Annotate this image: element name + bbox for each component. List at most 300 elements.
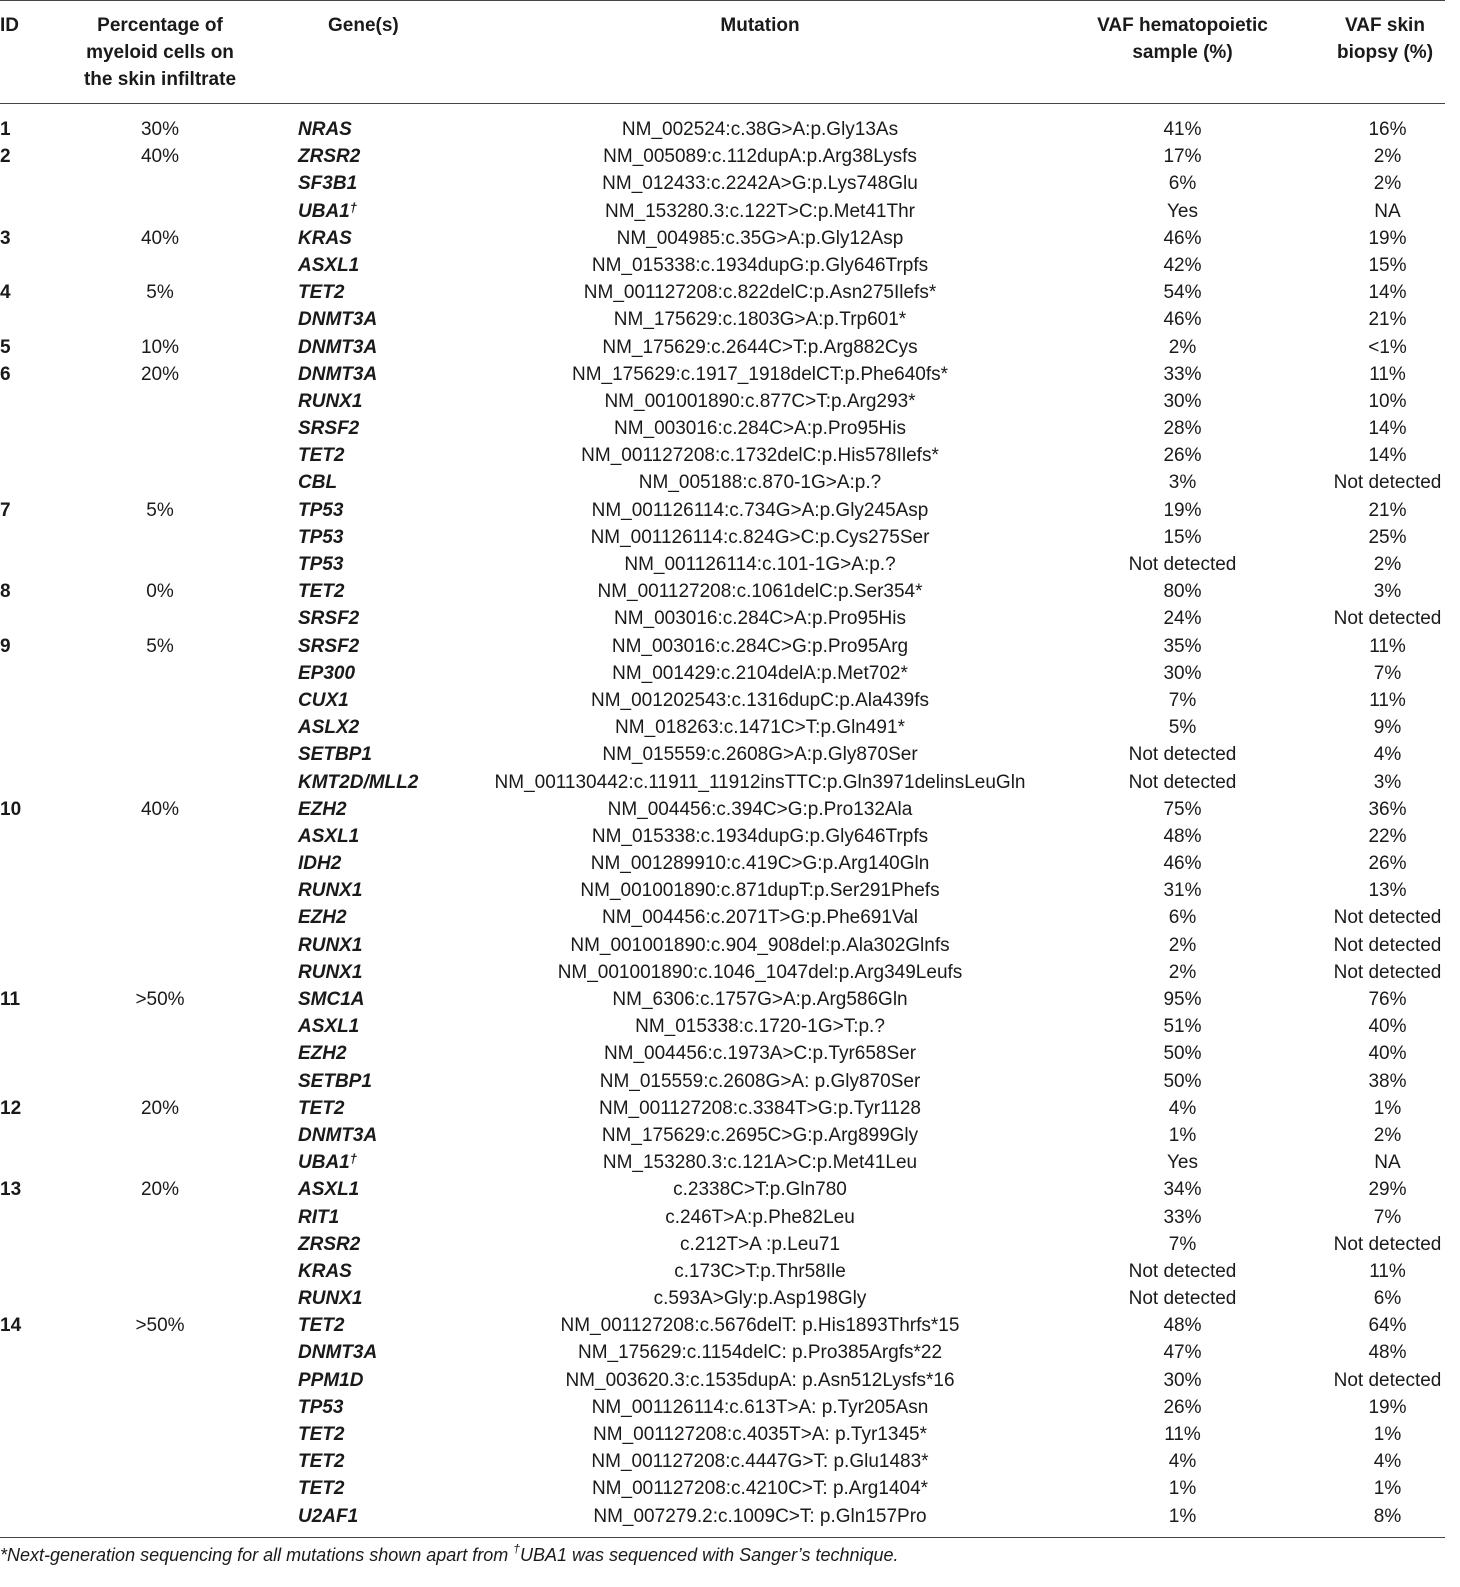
cell-mutation: NM_6306:c.1757G>A:p.Arg586Gln: [612, 989, 908, 1010]
gene-name: KRAS: [298, 227, 352, 249]
cell-vaf-skin: Not detected: [1333, 961, 1442, 983]
table-row: [0, 279, 1445, 306]
cell-vaf-skin: 11%: [1369, 635, 1406, 657]
gene-name: RUNX1: [298, 880, 363, 902]
cell-vaf-hematopoietic: 3%: [1168, 472, 1197, 494]
cell-gene: [298, 116, 352, 143]
table-row: [0, 1068, 1445, 1095]
table-row: [0, 551, 1445, 578]
cell-vaf-hematopoietic: 33%: [1163, 363, 1202, 385]
cell-mutation: NM_012433:c.2242A>G:p.Lys748Glu: [602, 173, 918, 195]
table-row: [0, 116, 1445, 143]
gene-name: KRAS: [298, 1260, 352, 1282]
cell-mutation: NM_001127208:c.5676delT: p.His1893Thrfs*15: [560, 1315, 960, 1337]
table-header: [0, 12, 1445, 102]
cell-mutation: c.246T>A:p.Phe82Leu: [665, 1206, 855, 1228]
cell-vaf-hematopoietic: Yes: [1167, 1152, 1198, 1174]
cell-id: 11: [0, 989, 21, 1010]
cell-vaf-hematopoietic: 50%: [1163, 1070, 1202, 1092]
table-row: [0, 1122, 1445, 1149]
header-id: ID: [0, 15, 19, 36]
cell-id: 9: [0, 635, 11, 657]
cell-vaf-hematopoietic: Yes: [1167, 200, 1198, 222]
cell-mutation: c.2338C>T:p.Gln780: [673, 1179, 847, 1201]
cell-gene: [298, 959, 362, 986]
cell-mutation: NM_001127208:c.4447G>T: p.Glu1483*: [591, 1451, 929, 1473]
cell-vaf-skin: 76%: [1368, 989, 1407, 1010]
header-mutation: Mutation: [720, 15, 800, 36]
table-row: [0, 1339, 1445, 1366]
cell-gene: [298, 469, 337, 496]
cell-gene: [298, 1258, 352, 1285]
cell-vaf-hematopoietic: Not detected: [1128, 554, 1237, 575]
cell-vaf-hematopoietic: 31%: [1163, 880, 1202, 902]
cell-mutation: c.593A>Gly:p.Asp198Gly: [653, 1288, 867, 1310]
cell-vaf-hematopoietic: Not detected: [1128, 1260, 1237, 1282]
cell-vaf-hematopoietic: 19%: [1163, 499, 1202, 521]
cell-vaf-skin: 2%: [1373, 146, 1402, 168]
cell-id: 13: [0, 1179, 22, 1201]
cell-vaf-hematopoietic: 30%: [1163, 390, 1202, 412]
cell-mutation: NM_001127208:c.4210C>T: p.Arg1404*: [591, 1478, 929, 1500]
cell-gene: [298, 1475, 344, 1502]
table-row: [0, 1312, 1445, 1339]
cell-gene: [298, 687, 349, 714]
gene-name: ZRSR2: [298, 146, 361, 168]
cell-mutation: NM_015338:c.1720-1G>T:p.?: [635, 1016, 885, 1038]
table-row: [0, 415, 1445, 442]
table-row: [0, 1503, 1445, 1530]
table-row: [0, 578, 1445, 605]
cell-mutation: NM_001001890:c.877C>T:p.Arg293*: [604, 390, 916, 412]
header-percentage-line3: the skin infiltrate: [83, 69, 237, 90]
cell-vaf-skin: 1%: [1373, 1424, 1402, 1445]
cell-mutation: NM_001126114:c.734G>A:p.Gly245Asp: [591, 499, 929, 521]
cell-vaf-hematopoietic: 28%: [1163, 418, 1202, 440]
cell-gene: [298, 334, 377, 361]
cell-vaf-skin: 19%: [1368, 227, 1407, 249]
cell-vaf-skin: 4%: [1373, 1451, 1402, 1473]
cell-vaf-hematopoietic: 48%: [1163, 1315, 1202, 1337]
cell-mutation: NM_004456:c.394C>G:p.Pro132Ala: [607, 798, 913, 820]
cell-vaf-hematopoietic: 46%: [1163, 227, 1202, 249]
cell-vaf-hematopoietic: 26%: [1163, 445, 1202, 467]
gene-name: TP53: [298, 526, 344, 548]
cell-mutation: NM_004456:c.2071T>G:p.Phe691Val: [601, 907, 918, 929]
cell-vaf-skin: 38%: [1368, 1070, 1407, 1092]
table-row: [0, 469, 1445, 496]
cell-vaf-skin: 25%: [1368, 526, 1407, 548]
cell-mutation: NM_015559:c.2608G>A: p.Gly870Ser: [599, 1070, 921, 1092]
gene-name: EZH2: [298, 1043, 347, 1065]
cell-id: 7: [0, 499, 11, 521]
cell-gene: [298, 415, 359, 442]
cell-gene: [298, 796, 347, 823]
cell-gene: [298, 497, 343, 524]
cell-gene: [298, 877, 362, 904]
gene-name: TP53: [298, 554, 344, 575]
cell-vaf-skin: 19%: [1368, 1396, 1407, 1418]
header-percentage-line2: myeloid cells on: [86, 42, 234, 63]
cell-id: 14: [0, 1315, 22, 1337]
cell-gene: [298, 932, 362, 959]
table-row: [0, 1367, 1445, 1394]
cell-vaf-hematopoietic: 30%: [1163, 1369, 1202, 1391]
table-row: [0, 823, 1445, 850]
gene-name: CUX1: [298, 689, 349, 711]
cell-percentage: 20%: [140, 363, 180, 385]
cell-mutation: NM_001130442:c.11911_11912insTTC:p.Gln3971delinsLeuGln: [494, 771, 1026, 793]
cell-vaf-hematopoietic: 35%: [1163, 635, 1202, 657]
cell-gene: [298, 904, 347, 931]
table-row: [0, 1176, 1445, 1203]
cell-mutation: c.212T>A :p.Leu71: [679, 1233, 841, 1255]
cell-vaf-skin: Not detected: [1333, 907, 1442, 929]
gene-name: EZH2: [298, 907, 347, 929]
cell-mutation: NM_007279.2:c.1009C>T: p.Gln157Pro: [593, 1505, 927, 1527]
table-row: [0, 796, 1445, 823]
cell-vaf-skin: 6%: [1373, 1288, 1402, 1310]
table-row: [0, 959, 1445, 986]
cell-gene: [298, 1339, 377, 1366]
table-footnote: [0, 1542, 899, 1566]
cell-vaf-hematopoietic: 46%: [1163, 309, 1202, 331]
cell-vaf-skin: 2%: [1373, 554, 1402, 575]
cell-mutation: NM_001001890:c.1046_1047del:p.Arg349Leufs: [557, 961, 963, 983]
cell-vaf-skin: 40%: [1368, 1016, 1407, 1038]
cell-vaf-skin: 2%: [1373, 173, 1402, 195]
table-bottom-rule: [0, 1537, 1445, 1538]
cell-mutation: NM_002524:c.38G>A:p.Gly13As: [621, 119, 899, 140]
cell-vaf-skin: 16%: [1368, 119, 1407, 140]
cell-vaf-skin: NA: [1374, 200, 1401, 222]
gene-name: DNMT3A: [298, 1342, 378, 1364]
cell-vaf-hematopoietic: 17%: [1163, 146, 1202, 168]
header-vaf-skin: [1320, 12, 1450, 66]
dagger-mark: †: [349, 1151, 357, 1167]
cell-vaf-skin: 3%: [1373, 581, 1402, 603]
cell-mutation: NM_001127208:c.1061delC:p.Ser354*: [597, 581, 923, 603]
header-percentage-line1: Percentage of: [97, 15, 223, 36]
table-row: [0, 361, 1445, 388]
cell-vaf-skin: 29%: [1368, 1179, 1407, 1201]
cell-vaf-skin: 48%: [1368, 1342, 1407, 1364]
cell-gene: [298, 741, 372, 768]
table-row: [0, 1040, 1445, 1067]
gene-name: TET2: [298, 1424, 345, 1445]
cell-vaf-skin: 15%: [1368, 254, 1407, 276]
cell-vaf-hematopoietic: 50%: [1163, 1043, 1202, 1065]
cell-vaf-skin: 11%: [1369, 689, 1406, 711]
gene-name: ASXL1: [298, 1016, 360, 1038]
cell-gene: [298, 252, 359, 279]
header-vaf-skin-line1: VAF skin: [1345, 15, 1425, 36]
gene-name: ZRSR2: [298, 1233, 361, 1255]
table-row: [0, 687, 1445, 714]
cell-vaf-skin: Not detected: [1333, 608, 1442, 630]
gene-name: DNMT3A: [298, 309, 378, 331]
cell-gene: [298, 714, 359, 741]
cell-vaf-skin: 40%: [1368, 1043, 1407, 1065]
cell-id: 3: [0, 227, 11, 249]
gene-name: TP53: [298, 1396, 344, 1418]
cell-vaf-hematopoietic: 26%: [1163, 1396, 1202, 1418]
cell-vaf-hematopoietic: 1%: [1168, 1505, 1197, 1527]
cell-vaf-hematopoietic: 48%: [1163, 825, 1202, 847]
cell-vaf-skin: Not detected: [1333, 1369, 1442, 1391]
cell-mutation: NM_015559:c.2608G>A:p.Gly870Ser: [602, 744, 918, 766]
cell-id: 4: [0, 282, 11, 304]
cell-percentage: 20%: [140, 1179, 180, 1201]
cell-vaf-hematopoietic: 2%: [1168, 336, 1197, 358]
cell-mutation: NM_001126114:c.101-1G>A:p.?: [624, 554, 896, 575]
cell-gene: [298, 388, 362, 415]
cell-vaf-skin: 14%: [1368, 282, 1407, 304]
cell-gene: [298, 306, 377, 333]
table-row: [0, 741, 1445, 768]
cell-mutation: NM_018263:c.1471C>T:p.Gln491*: [615, 717, 905, 739]
cell-mutation: NM_004456:c.1973A>C:p.Tyr658Ser: [603, 1043, 917, 1065]
gene-name: IDH2: [298, 853, 342, 875]
gene-name: TET2: [298, 581, 345, 603]
table-row: [0, 143, 1445, 170]
cell-mutation: NM_015338:c.1934dupG:p.Gly646Trpfs: [591, 825, 929, 847]
table-row: [0, 1095, 1445, 1122]
cell-mutation: NM_003016:c.284C>A:p.Pro95His: [613, 608, 907, 630]
gene-name: TET2: [298, 282, 345, 304]
cell-vaf-skin: 7%: [1373, 662, 1402, 684]
table-row: [0, 1149, 1445, 1176]
cell-gene: [298, 198, 357, 225]
cell-gene: [298, 143, 360, 170]
table-row: [0, 986, 1445, 1013]
cell-gene: [298, 1176, 359, 1203]
cell-gene: [298, 1068, 372, 1095]
cell-vaf-hematopoietic: 41%: [1163, 119, 1202, 140]
gene-name: SRSF2: [298, 608, 360, 630]
cell-gene: [298, 1149, 357, 1176]
cell-mutation: NM_001127208:c.3384T>G:p.Tyr1128: [599, 1097, 921, 1119]
cell-vaf-skin: 13%: [1368, 880, 1407, 902]
table-row: [0, 252, 1445, 279]
gene-name: ASXL1: [298, 825, 360, 847]
table-row: [0, 1258, 1445, 1285]
header-vaf-hematopoietic-line1: VAF hematopoietic: [1097, 15, 1268, 36]
cell-mutation: NM_001127208:c.4035T>A: p.Tyr1345*: [593, 1424, 927, 1445]
cell-mutation: NM_003620.3:c.1535dupA: p.Asn512Lysfs*16: [565, 1369, 955, 1391]
gene-name: TET2: [298, 1315, 345, 1337]
cell-percentage: 5%: [146, 282, 174, 304]
table-row: [0, 769, 1445, 796]
cell-vaf-skin: 14%: [1368, 418, 1407, 440]
cell-vaf-skin: 2%: [1373, 1124, 1402, 1146]
table-row: [0, 388, 1445, 415]
footnote-dagger: †: [513, 1542, 520, 1556]
cell-vaf-hematopoietic: 15%: [1163, 526, 1202, 548]
gene-name: RUNX1: [298, 390, 363, 412]
cell-gene: [298, 660, 355, 687]
cell-gene: [298, 551, 343, 578]
cell-vaf-hematopoietic: 75%: [1163, 798, 1202, 820]
table-row: [0, 198, 1445, 225]
gene-name: ASXL1: [298, 254, 360, 276]
gene-name: ASLX2: [298, 717, 360, 739]
table-row: [0, 1013, 1445, 1040]
cell-vaf-hematopoietic: 24%: [1163, 608, 1202, 630]
cell-vaf-skin: 11%: [1369, 363, 1406, 385]
table-row: [0, 605, 1445, 632]
table-row: [0, 1475, 1445, 1502]
cell-mutation: NM_175629:c.1917_1918delCT:p.Phe640fs*: [571, 363, 949, 385]
gene-name: SMC1A: [298, 989, 365, 1010]
cell-id: 10: [0, 798, 22, 820]
cell-vaf-skin: 4%: [1373, 744, 1402, 766]
cell-mutation: NM_001429:c.2104delA:p.Met702*: [612, 662, 908, 684]
cell-mutation: NM_153280.3:c.122T>C:p.Met41Thr: [605, 200, 915, 222]
gene-name: CBL: [298, 472, 338, 494]
cell-percentage: 0%: [146, 581, 174, 603]
gene-name: U2AF1: [298, 1505, 359, 1527]
cell-mutation: NM_001127208:c.822delC:p.Asn275Ilefs*: [583, 282, 937, 304]
cell-gene: [298, 578, 344, 605]
gene-name: DNMT3A: [298, 363, 378, 385]
header-vaf-hematopoietic-line2: sample (%): [1132, 42, 1233, 63]
table-row: [0, 1394, 1445, 1421]
cell-gene: [298, 1503, 358, 1530]
cell-mutation: NM_003016:c.284C>G:p.Pro95Arg: [611, 635, 909, 657]
gene-name: SRSF2: [298, 635, 360, 657]
cell-percentage: 5%: [146, 499, 174, 521]
cell-gene: [298, 1285, 362, 1312]
header-vaf-hematopoietic: [1080, 12, 1285, 66]
cell-vaf-skin: Not detected: [1333, 934, 1442, 956]
cell-vaf-skin: 11%: [1369, 1260, 1406, 1282]
footnote-text-part1: *Next-generation sequencing for all mutations shown apart from: [0, 1545, 514, 1565]
cell-percentage: 5%: [146, 635, 174, 657]
cell-mutation: NM_004985:c.35G>A:p.Gly12Asp: [616, 227, 904, 249]
cell-gene: [298, 524, 343, 551]
cell-vaf-skin: 1%: [1373, 1478, 1402, 1500]
cell-vaf-hematopoietic: 80%: [1163, 581, 1202, 603]
gene-name: TET2: [298, 1451, 345, 1473]
table-row: [0, 1204, 1445, 1231]
cell-gene: [298, 442, 344, 469]
header-genes: Gene(s): [328, 15, 399, 36]
cell-vaf-skin: Not detected: [1333, 1233, 1442, 1255]
cell-mutation: NM_001001890:c.904_908del:p.Ala302Glnfs: [570, 934, 950, 956]
gene-name: EZH2: [298, 798, 347, 820]
cell-id: 8: [0, 581, 11, 603]
cell-vaf-skin: Not detected: [1333, 472, 1442, 494]
cell-mutation: NM_001001890:c.871dupT:p.Ser291Phefs: [580, 880, 940, 902]
cell-percentage: >50%: [135, 1315, 185, 1337]
cell-gene: [298, 1122, 377, 1149]
cell-vaf-hematopoietic: 34%: [1163, 1179, 1202, 1201]
gene-name: KMT2D/MLL2: [298, 771, 419, 793]
cell-gene: [298, 1367, 363, 1394]
table-row: [0, 1448, 1445, 1475]
cell-vaf-skin: 22%: [1368, 825, 1407, 847]
cell-vaf-skin: 10%: [1368, 390, 1407, 412]
table-row: [0, 306, 1445, 333]
cell-vaf-hematopoietic: 5%: [1168, 717, 1197, 739]
table-row: [0, 660, 1445, 687]
gene-name: RIT1: [298, 1206, 340, 1228]
cell-gene: [298, 225, 352, 252]
cell-vaf-hematopoietic: 6%: [1168, 907, 1197, 929]
cell-mutation: NM_175629:c.1803G>A:p.Trp601*: [613, 309, 907, 331]
table-row: [0, 524, 1445, 551]
cell-id: 6: [0, 363, 11, 385]
cell-vaf-skin: 36%: [1368, 798, 1407, 820]
table-row: [0, 1231, 1445, 1258]
table-row: [0, 334, 1445, 361]
gene-name: EP300: [298, 662, 356, 684]
gene-name: RUNX1: [298, 1288, 363, 1310]
cell-mutation: NM_003016:c.284C>A:p.Pro95His: [613, 418, 907, 440]
table-row: [0, 170, 1445, 197]
gene-name: TP53: [298, 499, 344, 521]
cell-percentage: >50%: [135, 989, 185, 1010]
cell-vaf-hematopoietic: 95%: [1163, 989, 1202, 1010]
cell-percentage: 10%: [140, 336, 180, 358]
cell-percentage: 20%: [140, 1097, 180, 1119]
cell-gene: [298, 1394, 343, 1421]
cell-vaf-hematopoietic: 33%: [1163, 1206, 1202, 1228]
table-top-rule: [0, 0, 1445, 1]
cell-vaf-hematopoietic: 7%: [1168, 1233, 1197, 1255]
header-vaf-skin-line2: biopsy (%): [1336, 42, 1434, 63]
cell-mutation: NM_001127208:c.1732delC:p.His578Ilefs*: [581, 445, 939, 467]
cell-vaf-skin: 21%: [1368, 309, 1407, 331]
cell-gene: [298, 1448, 344, 1475]
cell-percentage: 40%: [140, 227, 180, 249]
cell-vaf-hematopoietic: 6%: [1168, 173, 1197, 195]
table-row: [0, 904, 1445, 931]
cell-mutation: NM_175629:c.1154delC: p.Pro385Argfs*22: [577, 1342, 943, 1364]
gene-name: SRSF2: [298, 418, 360, 440]
table-row: [0, 442, 1445, 469]
gene-name: DNMT3A: [298, 1124, 378, 1146]
header-percentage: [60, 12, 260, 93]
cell-vaf-skin: 14%: [1368, 445, 1407, 467]
cell-mutation: NM_153280.3:c.121A>C:p.Met41Leu: [602, 1152, 918, 1174]
cell-mutation: NM_015338:c.1934dupG:p.Gly646Trpfs: [591, 254, 929, 276]
cell-gene: [298, 1421, 344, 1448]
cell-vaf-hematopoietic: 2%: [1168, 961, 1197, 983]
table-row: [0, 1285, 1445, 1312]
cell-vaf-hematopoietic: Not detected: [1128, 744, 1237, 766]
cell-mutation: NM_175629:c.2695C>G:p.Arg899Gly: [601, 1124, 919, 1146]
gene-name: UBA1: [298, 1152, 350, 1174]
cell-gene: [298, 1095, 344, 1122]
cell-id: 2: [0, 146, 11, 168]
gene-name: DNMT3A: [298, 336, 378, 358]
cell-mutation: NM_001126114:c.613T>A: p.Tyr205Asn: [591, 1396, 929, 1418]
cell-vaf-skin: 3%: [1373, 771, 1402, 793]
cell-gene: [298, 1312, 344, 1339]
cell-mutation: NM_005188:c.870-1G>A:p.?: [638, 472, 882, 494]
cell-vaf-hematopoietic: 46%: [1163, 853, 1202, 875]
gene-name: SETBP1: [298, 1070, 372, 1092]
cell-vaf-skin: 26%: [1368, 853, 1407, 875]
table-row: [0, 850, 1445, 877]
cell-gene: [298, 1204, 339, 1231]
table-row: [0, 225, 1445, 252]
gene-name: TET2: [298, 445, 345, 467]
table-row: [0, 877, 1445, 904]
cell-vaf-hematopoietic: 2%: [1168, 934, 1197, 956]
